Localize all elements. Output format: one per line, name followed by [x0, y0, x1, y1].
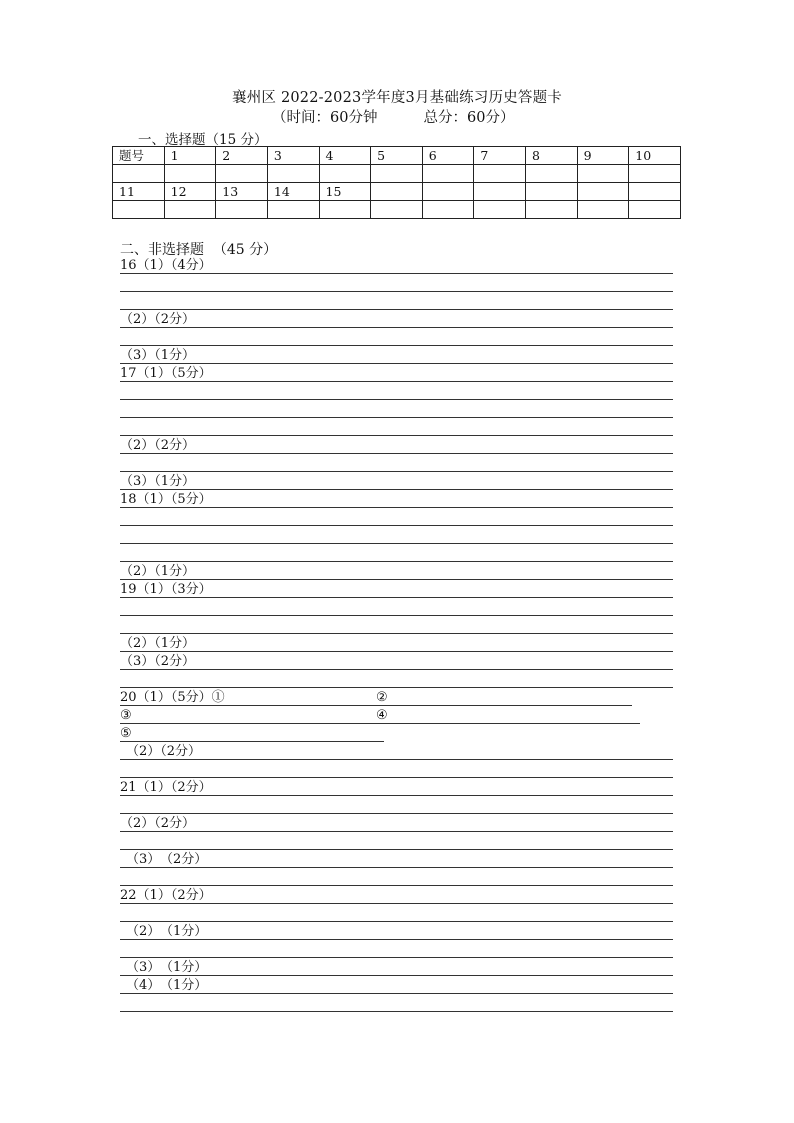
answer-line[interactable] [120, 615, 673, 616]
answer-line[interactable] [120, 435, 673, 436]
answer-cell[interactable] [577, 201, 629, 219]
answer-cell[interactable] [474, 201, 526, 219]
answer-line[interactable] [120, 399, 673, 400]
page-title: 襄州区 2022-2023学年度3月基础练习历史答题卡 [232, 90, 562, 106]
question-20-item-2-label: ② [376, 690, 388, 705]
grid-header-cell: 题号 [113, 147, 165, 165]
answer-line[interactable] [120, 921, 673, 922]
question-22-4-points: （1分） [160, 978, 208, 993]
answer-cell[interactable] [474, 165, 526, 183]
question-20-1-label: 20（1）（5分）① [120, 690, 225, 705]
question-21-1-label: 21（1）（2分） [120, 780, 212, 795]
question-number-cell [526, 183, 578, 201]
answer-cell[interactable] [164, 201, 216, 219]
question-19-2-label: （2）（1分） [120, 636, 196, 651]
question-number-cell [371, 183, 423, 201]
question-number-cell: 5 [371, 147, 423, 165]
question-number-cell [422, 183, 474, 201]
answer-line[interactable] [120, 309, 673, 310]
question-number-cell: 14 [267, 183, 319, 201]
answer-row [113, 165, 681, 183]
answer-cell[interactable] [267, 201, 319, 219]
answer-line[interactable] [120, 417, 673, 418]
question-number-cell [629, 183, 681, 201]
answer-cell[interactable] [319, 201, 371, 219]
answer-cell[interactable] [526, 201, 578, 219]
question-number-cell: 3 [267, 147, 319, 165]
question-16-1-label: 16（1）（4分） [120, 258, 212, 273]
answer-line[interactable] [120, 669, 673, 670]
answer-line[interactable] [120, 579, 673, 580]
section-2-heading: 二、非选择题 （45 分） [120, 242, 278, 258]
answer-cell[interactable] [629, 165, 681, 183]
answer-cell[interactable] [422, 201, 474, 219]
section-1-heading: 一、选择题（15 分） [138, 132, 268, 148]
answer-cell[interactable] [577, 165, 629, 183]
answer-cell[interactable] [164, 165, 216, 183]
question-number-row [113, 147, 681, 165]
question-17-1-label: 17（1）（5分） [120, 366, 212, 381]
question-21-3-points: （2分） [160, 852, 208, 867]
answer-cell[interactable] [216, 165, 268, 183]
question-number-row [113, 183, 681, 201]
answer-line[interactable] [120, 525, 673, 526]
answer-cell[interactable] [267, 165, 319, 183]
exam-meta: （时间：60分钟 总分：60分） [272, 110, 515, 126]
answer-line[interactable] [120, 363, 673, 364]
question-22-4-number: （4） [126, 978, 161, 993]
answer-line[interactable] [120, 687, 673, 688]
answer-line[interactable] [120, 453, 673, 454]
answer-line[interactable] [120, 633, 673, 634]
answer-line[interactable] [120, 957, 673, 958]
answer-line[interactable] [120, 813, 673, 814]
answer-line[interactable] [120, 1011, 673, 1012]
question-number-cell: 13 [216, 183, 268, 201]
question-22-2-points: （1分） [160, 924, 208, 939]
question-22-3-points: （1分） [160, 960, 208, 975]
answer-line[interactable] [120, 759, 673, 760]
answer-cell[interactable] [113, 201, 165, 219]
answer-cell[interactable] [319, 165, 371, 183]
answer-line[interactable] [120, 777, 673, 778]
question-number-cell: 8 [526, 147, 578, 165]
question-number-cell: 4 [319, 147, 371, 165]
answer-line[interactable] [120, 471, 673, 472]
answer-line[interactable] [120, 651, 673, 652]
question-number-cell: 11 [113, 183, 165, 201]
question-number-cell: 12 [164, 183, 216, 201]
question-18-1-label: 18（1）（5分） [120, 492, 212, 507]
question-number-cell: 10 [629, 147, 681, 165]
question-19-1-label: 19（1）（3分） [120, 582, 212, 597]
answer-row [113, 201, 681, 219]
question-number-cell: 2 [216, 147, 268, 165]
question-21-3-number: （3） [126, 852, 161, 867]
answer-cell[interactable] [113, 165, 165, 183]
question-20-item-3-label: ③ [120, 708, 132, 723]
answer-cell[interactable] [216, 201, 268, 219]
question-16-3-label: （3）（1分） [120, 348, 196, 363]
question-number-cell: 7 [474, 147, 526, 165]
answer-line[interactable] [120, 741, 384, 742]
question-number-cell: 1 [164, 147, 216, 165]
question-17-3-label: （3）（1分） [120, 474, 196, 489]
question-18-2-label: （2）（1分） [120, 564, 196, 579]
answer-cell[interactable] [629, 201, 681, 219]
question-16-2-label: （2）（2分） [120, 312, 196, 327]
question-22-2-number: （2） [126, 924, 161, 939]
question-20-item-4-label: ④ [376, 708, 388, 723]
question-20-2-label: （2）（2分） [126, 744, 202, 759]
answer-line[interactable] [120, 561, 673, 562]
answer-line[interactable] [120, 291, 673, 292]
question-21-2-label: （2）（2分） [120, 816, 196, 831]
question-number-cell [474, 183, 526, 201]
answer-line[interactable] [120, 849, 673, 850]
answer-cell[interactable] [526, 165, 578, 183]
answer-cell[interactable] [422, 165, 474, 183]
question-20-item-5-label: ⑤ [120, 726, 132, 741]
answer-cell[interactable] [371, 201, 423, 219]
question-22-1-label: 22（1）（2分） [120, 888, 212, 903]
answer-line[interactable] [120, 885, 673, 886]
answer-line[interactable] [120, 345, 673, 346]
question-19-3-label: （3）（2分） [120, 654, 196, 669]
question-22-3-number: （3） [126, 960, 161, 975]
answer-grid [112, 146, 681, 219]
answer-line[interactable] [120, 831, 673, 832]
question-number-cell [577, 183, 629, 201]
question-number-cell: 9 [577, 147, 629, 165]
answer-cell[interactable] [371, 165, 423, 183]
answer-line[interactable] [120, 543, 673, 544]
question-number-cell: 15 [319, 183, 371, 201]
question-17-2-label: （2）（2分） [120, 438, 196, 453]
answer-line[interactable] [120, 489, 673, 490]
answer-line[interactable] [120, 327, 673, 328]
question-number-cell: 6 [422, 147, 474, 165]
